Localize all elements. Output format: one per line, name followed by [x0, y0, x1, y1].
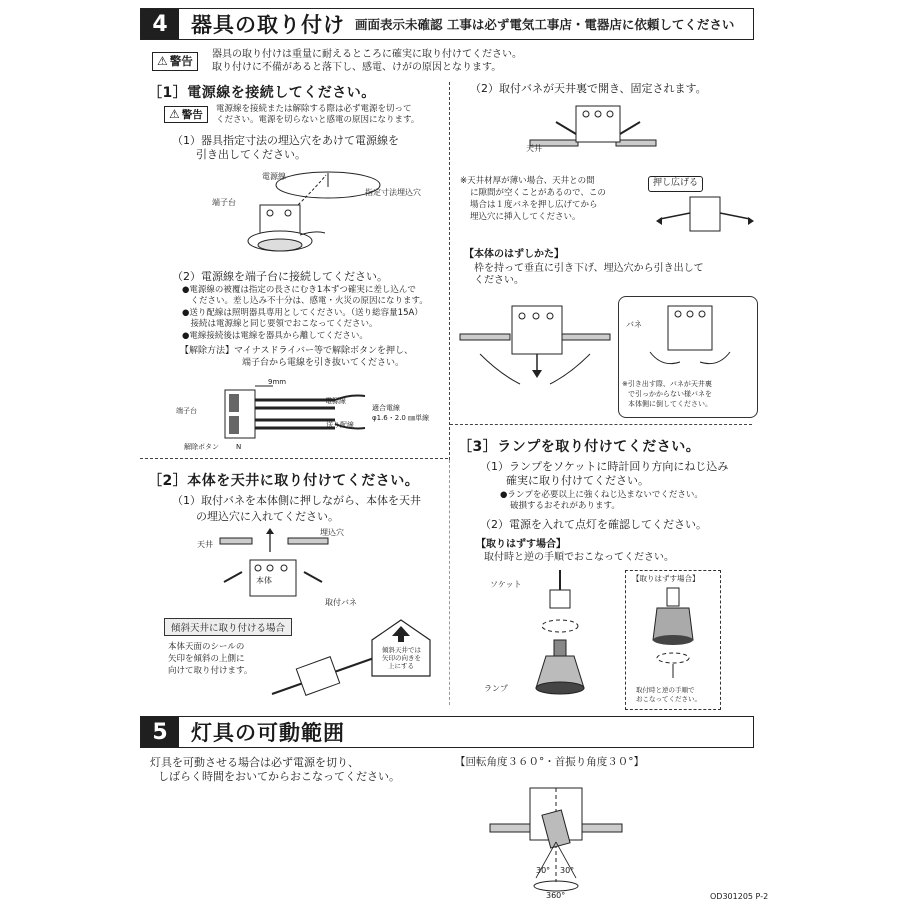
section4-note: 画面表示未確認 工事は必ず電気工事店・電器店に依頼してください: [355, 17, 735, 32]
step2-heading: ［2］本体を天井に取り付けてください。: [148, 473, 420, 489]
fig-wire-spec: φ1.6・2.0 ㎜単線: [372, 414, 430, 422]
removal-heading: 【本体のはずしかた】: [464, 249, 564, 260]
fig2-body: 本体: [256, 576, 272, 585]
step1-bullet-4: 接続は電源線と同じ要領でおこなってください。: [182, 319, 378, 329]
step1-bullet-1: ●電源線の被覆は指定の長さにむき1本ずつ確実に差し込んで: [182, 285, 416, 295]
column-divider: [449, 82, 450, 460]
step3-sub1-line1: （1）ランプをソケットに時計回り方向にねじ込み: [480, 460, 729, 473]
section5-text-2: しばらく時間をおいてからおこなってください。: [158, 770, 400, 783]
removal-text-2: ください。: [474, 275, 524, 286]
removal-note-2: で引っかからない様バネを: [628, 390, 712, 398]
step1-warning-1: 電源線を接続または解除する際は必ず電源を切って: [216, 104, 412, 114]
fig1-power-line-label: 電源線: [262, 172, 286, 181]
step1-warning-badge: ⚠ 警告: [164, 106, 208, 123]
fig1-hole-label: 指定寸法埋込穴: [365, 188, 421, 197]
remove-box-text-2: おこなってください。: [636, 695, 701, 703]
step3-remove-text: 取付時と逆の手順でおこなってください。: [484, 552, 674, 563]
divider-step1-step2: [140, 458, 448, 459]
step3-sub2: （2）電源を入れて点灯を確認してください。: [480, 518, 707, 531]
removal-note-3: 本体側に倒してください。: [628, 400, 712, 408]
figure-removal-hands: [460, 292, 610, 392]
step2-note-3: 場合は１度バネを押し広げてから: [470, 200, 598, 210]
step3-remove-heading: 【取りはずす場合】: [476, 539, 566, 550]
warning-line-1: 器具の取り付けは重量に耐えるところに確実に取り付けてください。: [212, 49, 522, 60]
removal-text-1: 枠を持って垂直に引き下げ、埋込穴から引き出して: [474, 263, 704, 274]
step1-sub1-line1: （1）器具指定寸法の埋込穴をあけて電源線を: [172, 134, 399, 147]
fig-wire-release: 解除ボタン: [184, 443, 219, 451]
figure-lamp-socket: [520, 570, 600, 700]
step2-note-4: 埋込穴に挿入してください。: [470, 212, 581, 222]
step3-bullet-1: ●ランプを必要以上に強くねじ込まないでください。: [500, 490, 703, 500]
step2-sub1-line1: （1）取付バネを本体側に押しながら、本体を天井: [172, 494, 421, 507]
figure-slope-ceiling: [262, 648, 382, 708]
remove-box-text-1: 取付時と逆の手順で: [636, 686, 695, 694]
fig-wire-n: N: [236, 443, 242, 451]
footer-code: OD301205 P-2: [710, 892, 769, 901]
fig-ceiling2: 天井: [526, 144, 542, 153]
slope-sign-3: 上にする: [388, 662, 414, 670]
slope-label: 傾斜天井に取り付ける場合: [164, 618, 292, 636]
removal-spring: バネ: [626, 320, 642, 329]
slope-sign-1: 傾斜天井では: [382, 646, 421, 654]
figure-movable-range: [490, 782, 630, 892]
section4-header: [140, 8, 754, 40]
step1-bullet-5: ●電線接続後は電線を器具から離してください。: [182, 331, 368, 341]
figure-insert-body: [210, 528, 360, 608]
fig-wire-send: 送り配線: [326, 421, 354, 429]
step1-release-2: 端子台から電線を引き抜いてください。: [242, 358, 405, 368]
step2-sub1-line2: の埋込穴に入れてください。: [196, 510, 339, 523]
fig-wire-power: 電源線: [325, 397, 346, 405]
lamp-label: ランプ: [484, 684, 508, 693]
slope-text-1: 本体天面のシールの: [168, 642, 245, 652]
fig2-ceiling: 天井: [197, 540, 213, 549]
step1-release-1: 【解除方法】マイナスドライバー等で解除ボタンを押し、: [180, 346, 414, 356]
section4-number: 4: [141, 9, 179, 39]
fig-wire-terminal: 端子台: [176, 407, 197, 415]
section5-header: [140, 716, 754, 748]
fig2-hole: 埋込穴: [320, 528, 344, 537]
figure-lamp-remove: [645, 588, 701, 680]
warning-badge: ⚠ 警告: [152, 52, 198, 71]
step1-warning-2: ください。電源を切らないと感電の原因になります。: [216, 115, 420, 125]
slope-sign-2: 矢印の向きを: [382, 654, 421, 662]
figure-power-line-hole: [200, 165, 440, 265]
step3-sub1-line2: 確実に取り付けてください。: [506, 474, 649, 487]
slope-text-2: 矢印を傾斜の上側に: [168, 654, 245, 664]
section5-title: 灯具の可動範囲: [191, 721, 345, 745]
step2-note-1: ※天井材厚が薄い場合、天井との間: [460, 176, 595, 186]
removal-note-1: ※引き出す際、バネが天井裏: [622, 380, 712, 388]
step3-heading: ［3］ランプを取り付けてください。: [458, 439, 701, 455]
step1-heading: ［1］電源線を接続してください。: [148, 85, 376, 101]
step1-bullet-2: ください。差し込み不十分は、感電・火災の原因になります。: [182, 296, 428, 306]
fig-wire-fit: 適合電線: [372, 404, 400, 412]
fig2-spring: 取付バネ: [325, 598, 357, 607]
figure-push-spread: [650, 195, 760, 235]
warning-line-2: 取り付けに不備があると落下し、感電、けがの原因となります。: [212, 62, 502, 73]
deg30-right: 30°: [560, 866, 575, 875]
slope-text-3: 向けて取り付けます。: [168, 666, 253, 676]
step2-sub2: （2）取付バネが天井裏で開き、固定されます。: [470, 82, 707, 95]
step1-bullet-3: ●送り配線は照明器具専用としてください。（送り総容量15A）: [182, 308, 423, 318]
step3-bullet-2: 破損するおそれがあります。: [510, 501, 620, 511]
section5-number: 5: [141, 717, 179, 747]
column-divider-lower: [449, 460, 450, 705]
warning-icon: ⚠: [169, 107, 180, 121]
deg30-left: 30°: [536, 866, 551, 875]
step1-sub2: （2）電源線を端子台に接続してください。: [172, 270, 388, 283]
push-label: 押し広げる: [648, 176, 703, 192]
figure-removal-detail: [640, 300, 740, 372]
divider-step2-step3: [450, 424, 752, 425]
remove-box-title: 【取りはずす場合】: [632, 574, 700, 583]
fig-wire-mm: 9mm: [268, 378, 287, 386]
section5-angle: 【回転角度３６０°・首振り角度３０°】: [455, 756, 644, 768]
step1-sub1-line2: 引き出してください。: [196, 148, 306, 161]
step2-note-2: に隙間が空くことがあるので、この: [470, 188, 606, 198]
figure-spring-opened: [530, 100, 660, 155]
deg360: 360°: [546, 891, 566, 900]
section4-title: 器具の取り付け: [191, 13, 345, 37]
socket-label: ソケット: [490, 580, 522, 589]
section5-text-1: 灯具を可動させる場合は必ず電源を切り、: [150, 756, 359, 769]
fig1-terminal-label: 端子台: [212, 198, 236, 207]
warning-icon: ⚠: [157, 54, 168, 68]
